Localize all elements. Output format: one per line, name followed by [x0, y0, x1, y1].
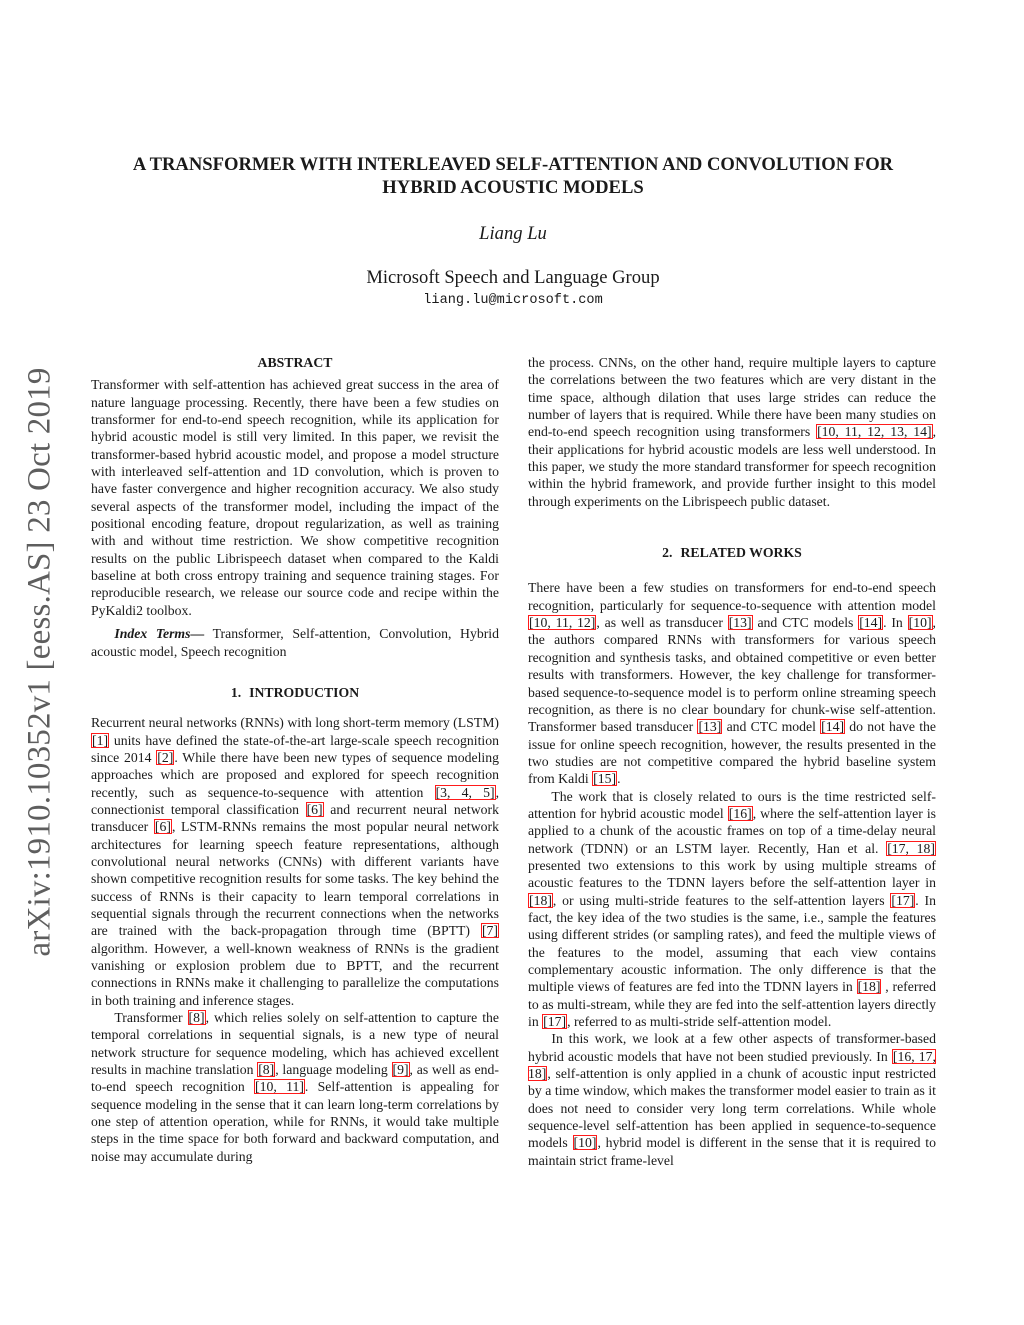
citation-link[interactable]: [17] — [891, 892, 915, 908]
citation-link[interactable]: [3, 4, 5] — [435, 784, 495, 800]
related-paragraph-2: The work that is closely related to ours is the time restricted self-attention for hybrid acoustic model [16], where the self-attention layer is applied to a chunk of the acoustic frames on top of a time-delay neural network (TDNN) or an LSTM layer. Recently, Han et al. [17, 18] presented two extensions to this work by using multiple streams of acoustic features to the TDNN layers before the self-attention layer in [18], or using multi-stride features to the self-attention layers [17]. In fact, the key idea of the two studies is the same, i.e., sample the features using different strides (or sampling rates), and feed the multiple views of the features to the model, assuming that each view contains complementary acoustic information. The only difference is that the multiple views of features are fed into the TDNN layers in [18] , referred to as multi-stream, while they are fed into the self-attention layers directly in [17], referred to as multi-stride self-attention model. — [528, 788, 937, 1030]
paper-title — [90, 153, 936, 199]
author-email[interactable]: liang.lu@microsoft.com — [423, 293, 603, 308]
citation-link[interactable]: [13] — [698, 719, 722, 735]
citation-link[interactable]: [6] — [154, 819, 171, 835]
abstract-text: Transformer with self-attention has achieved great success in the area of nature language processing. Recently, there have been a few studies on transformer for end-to-end speech recognition, while its application for hybrid acoustic model is still very limited. In this paper, we revisit the transformer-based hybrid acoustic model, and propose a model structure with interleaved self-attention and 1D convolution, which is proven to have faster convergence and higher recognition accuracy. We also study several aspects of the transformer model, including the impact of the positional encoding feature, dropout regularization, as well as training with and without time restriction. We show competitive recognition results on the public Librispeech dataset when compared to the Kaldi baseline at both cross entropy training and sequence training stages. For reproducible research, we release our source code and recipe within the PyKaldi2 toolbox. — [91, 377, 499, 618]
citation-link[interactable]: [14] — [859, 615, 883, 631]
citation-link[interactable]: [8] — [188, 1010, 205, 1026]
citation-link[interactable]: [16] — [728, 805, 752, 821]
section-heading-related-works — [528, 544, 936, 561]
citation-link[interactable]: [18] — [529, 892, 552, 908]
section-number: 2. — [662, 545, 673, 561]
title-line-2: HYBRID ACOUSTIC MODELS — [382, 177, 644, 198]
affiliation: Microsoft Speech and Language Group — [366, 267, 660, 288]
citation-link[interactable]: [10, 11] — [255, 1079, 304, 1095]
right-column — [528, 354, 936, 1169]
index-terms-label: Index Terms— — [114, 626, 205, 642]
intro-paragraph-2: Transformer [8], which relies solely on self-attention to capture the temporal correlations in sequential signals, is a new type of neural network structure for sequence modeling, which has achieved excellent results in machine translation [8], language modeling [9], as well as end-to-end speech recognition [10, 11]. Self-attention is appealing for sequence modeling in the sense that it can learn long-term correlations by one step of attention operation, while for RNNs, it would take multiple steps in the time space for both forward and backward computation, and noise may accumulate during — [91, 1010, 499, 1164]
title-line-1: A TRANSFORMER WITH INTERLEAVED SELF-ATTENTION AND CONVOLUTION FOR — [132, 154, 894, 175]
citation-link[interactable]: [9] — [392, 1062, 409, 1078]
citation-link[interactable]: [17] — [543, 1014, 567, 1030]
citation-link[interactable]: [10] — [908, 615, 932, 631]
index-terms — [91, 625, 499, 660]
author-name: Liang Lu — [479, 223, 547, 244]
section-number: 1. — [230, 684, 242, 700]
citation-link[interactable]: [8] — [258, 1062, 275, 1078]
citation-link[interactable]: [7] — [481, 923, 498, 939]
citation-link[interactable]: [10, 11, 12] — [529, 615, 596, 631]
citation-link[interactable]: [10, 11, 12, 13, 14] — [817, 424, 932, 440]
related-paragraph-3: In this work, we look at a few other aspects of transformer-based hybrid acoustic models that have not been studied previously. In [16, 17, 18], self-attention is only applied in a chunk of acoustic input restricted by a time window, which makes the transformer model easier to train as it does not need to consider very long term correlations. While whole sequence-level self-attention has been applied in sequence-to-sequence models [10], hybrid model is different in the sense that it is required to maintain strict frame-level — [528, 1031, 936, 1168]
citation-link[interactable]: [14] — [821, 719, 845, 735]
citation-link[interactable]: [15] — [593, 771, 617, 787]
intro-paragraph-1: Recurrent neural networks (RNNs) with long short-term memory (LSTM) [1] units have defined the state-of-the-art large-scale speech recognition since 2014 [2]. While there have been new types of sequence modeling approaches which are proposed and explored for speech recognition recently, such as sequence-to-sequence with attention [3, 4, 5], connectionist temporal classification [6] and recurrent neural network transducer [6], LSTM-RNNs remains the most popular neural network architectures for learning speech feature representations, although convolutional neural networks (CNNs) with different variants have shown competitive recognition results for some tasks. The key behind the success of RNNs is their capacity to learn temporal correlations in sequential signals through the recurrent connections when the networks are trained with the back-propagation through time (BPTT) [7] algorithm. However, a well-known weakness of RNNs is the gradient vanishing or explosion problem due to BPTT, and the recurrent connections in RNNs make it challenging to parallelize the computations in both training and inference stages. — [91, 715, 499, 1008]
citation-link[interactable]: [16, 17, 18] — [528, 1048, 936, 1082]
citation-link[interactable]: [10] — [573, 1135, 597, 1151]
citation-link[interactable]: [18] — [857, 979, 881, 995]
citation-link[interactable]: [6] — [306, 801, 323, 817]
citation-link[interactable]: [17, 18] — [887, 840, 935, 856]
arxiv-identifier: arXiv:1910.10352v1 [eess.AS] 23 Oct 2019 — [21, 367, 58, 957]
index-terms-text: Transformer, Self-attention, Convolution, Hybrid acoustic model, Speech recognition — [91, 626, 499, 659]
citation-link[interactable]: [2] — [157, 749, 174, 765]
citation-link[interactable]: [13] — [728, 615, 752, 631]
section-title: INTRODUCTION — [249, 684, 360, 700]
intro-paragraph-3: the process. CNNs, on the other hand, require multiple layers to capture the correlations between the two features which are very distant in the time space, although dilation that uses large strides can reduce the number of layers that is required. While there have been many studies on end-to-end speech recognition using transformers [10, 11, 12, 13, 14], their applications for hybrid acoustic models are less well understood. In this paper, we study the more standard transformer for speech recognition within the hybrid framework, and provide further insight to this model through experiments on the Librispeech public dataset. — [528, 355, 936, 509]
citation-link[interactable]: [1] — [92, 732, 109, 748]
section-title: RELATED WORKS — [680, 545, 802, 561]
left-column — [91, 354, 499, 1165]
related-paragraph-1: There have been a few studies on transformers for end-to-end speech recognition, particularly for sequence-to-sequence with attention model [10, 11, 12], as well as transducer [13] and CTC models [14]. In [10], the authors compared RNNs with transformers for various speech recognition and synthesis tasks, and obtained competitive or even better results with transformers. However, the key challenge for transformer-based sequence-to-sequence model is to perform online streaming speech recognition, as there is no clear boundary for chunk-wise self-attention. Transformer based transducer [13] and CTC model [14] do not have the issue for online speech recognition, however, the results presented in the two studies are not competitive compared the hybrid baseline system from Kaldi [15]. — [528, 580, 937, 787]
section-heading-introduction — [91, 684, 499, 701]
abstract-heading: ABSTRACT — [257, 355, 333, 370]
